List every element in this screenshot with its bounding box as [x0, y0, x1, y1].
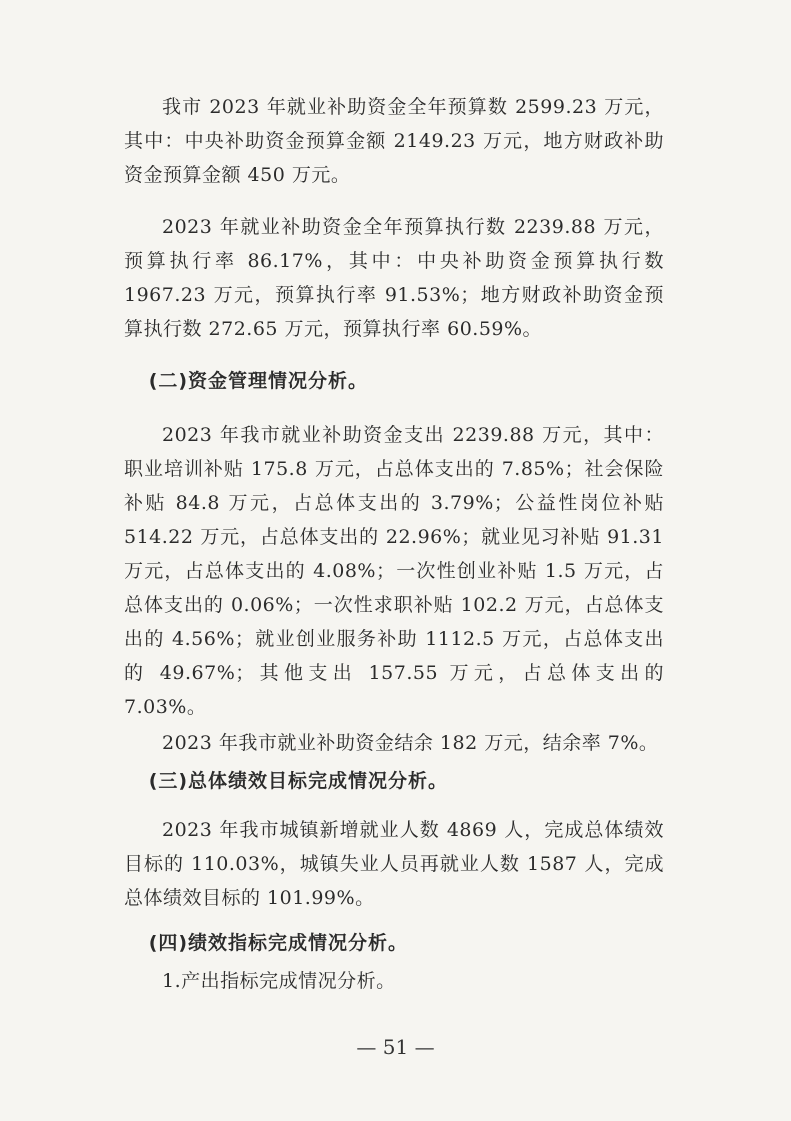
paragraph-output-indicators: 1.产出指标完成情况分析。	[162, 970, 396, 992]
section-heading-indicators: (四)绩效指标完成情况分析。	[148, 932, 409, 954]
paragraph-fund-balance: 2023 年我市就业补助资金结余 182 万元，结余率 7%。	[162, 732, 659, 754]
page-number: — 51 —	[356, 1035, 435, 1059]
section-heading-fund-management: (二)资金管理情况分析。	[148, 370, 369, 392]
paragraph-fund-expenditure: 2023 年我市就业补助资金支出 2239.88 万元，其中：职业培训补贴 175.8 万元，占总体支出的 7.85%；社会保险补贴 84.8 万元，占总体支出的 3.79%；公益性岗位补贴 514.22 万元，占总体支出的 22.96%；就业见习补贴 91.31 万元，占总体支出的 4.08%；一次性创业补贴 1.5 万元，占总体支出的 0.06%；一次性求职补贴 102.2 万元，占总体支出的 4.56%；就业创业服务补助 1112.5 万元，占总体支出的 49.67%；其他支出 157.55 万元，占总体支出的 7.03%。	[124, 424, 664, 718]
paragraph-employment-results: 2023 年我市城镇新增就业人数 4869 人，完成总体绩效目标的 110.03%，城镇失业人员再就业人数 1587 人，完成总体绩效目标的 101.99%。	[124, 819, 664, 909]
paragraph-budget-execution: 2023 年就业补助资金全年预算执行数 2239.88 万元，预算执行率 86.17%，其中：中央补助资金预算执行数 1967.23 万元，预算执行率 91.53%；地方财政补助资金预算执行数 272.65 万元，预算执行率 60.59%。	[124, 216, 664, 340]
paragraph-budget: 我市 2023 年就业补助资金全年预算数 2599.23 万元，其中：中央补助资金预算金额 2149.23 万元，地方财政补助资金预算金额 450 万元。	[124, 96, 664, 186]
section-heading-overall-goals: (三)总体绩效目标完成情况分析。	[148, 770, 449, 792]
